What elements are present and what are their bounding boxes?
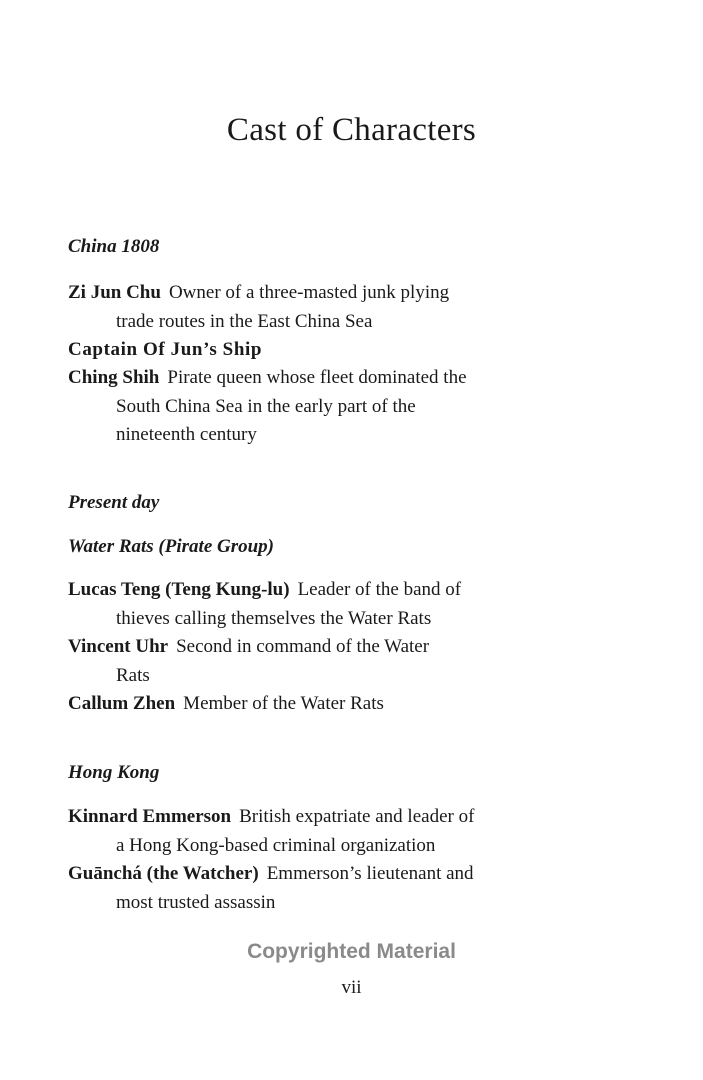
character-description: Emmerson’s lieutenant and	[266, 863, 474, 884]
copyright-watermark: Copyrighted Material	[247, 940, 456, 963]
character-entry-ching-shih	[68, 364, 588, 450]
section-heading-water-rats: Water Rats (Pirate Group)	[68, 536, 275, 557]
page-title: Cast of Characters	[226, 112, 477, 148]
character-description: Leader of the band of	[297, 579, 462, 600]
character-name: Vincent Uhr	[68, 636, 169, 657]
character-name: Lucas Teng (Teng Kung-lu)	[68, 579, 290, 600]
character-entry-kinnard-emmerson	[68, 803, 588, 860]
character-description: Rats	[116, 664, 150, 686]
character-entry-captain	[68, 336, 588, 365]
character-description: Pirate queen whose fleet dominated the	[167, 367, 467, 388]
character-name: Guānchá (the Watcher)	[68, 863, 259, 884]
character-name: Callum Zhen	[68, 693, 176, 714]
character-entry-vincent-uhr	[68, 633, 588, 690]
section-heading-hong-kong: Hong Kong	[68, 762, 160, 783]
character-entry-callum-zhen	[68, 690, 588, 719]
character-description: Member of the Water Rats	[183, 693, 384, 714]
character-description: British expatriate and leader of	[239, 806, 475, 827]
character-name: Captain Of Jun’s Ship	[68, 339, 263, 360]
page-number: vii	[341, 977, 362, 998]
character-entry-lucas-teng	[68, 576, 588, 633]
character-description: Owner of a three-masted junk plying	[168, 282, 450, 303]
character-description: South China Sea in the early part of the	[116, 395, 416, 417]
character-entry-guancha	[68, 860, 588, 917]
character-description: Second in command of the Water	[176, 636, 430, 657]
character-name: Kinnard Emmerson	[68, 806, 232, 827]
character-description: nineteenth century	[116, 424, 257, 445]
character-entry-zi-jun-chu	[68, 279, 588, 336]
section-heading-china-1808: China 1808	[68, 236, 160, 257]
character-description: thieves calling themselves the Water Rats	[116, 607, 432, 629]
character-description: most trusted assassin	[116, 891, 276, 913]
section-heading-present-day: Present day	[68, 492, 160, 513]
character-description: a Hong Kong-based criminal organization	[116, 834, 436, 856]
character-name: Ching Shih	[68, 367, 160, 388]
character-description: trade routes in the East China Sea	[116, 310, 373, 332]
character-name: Zi Jun Chu	[68, 282, 161, 303]
